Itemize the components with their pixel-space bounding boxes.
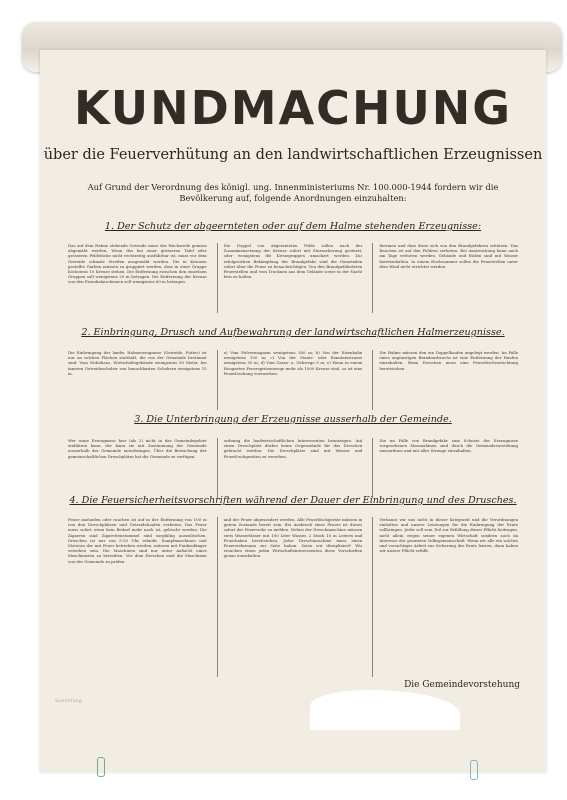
section-4-column: Verbannt wir uns nicht in dieser Kriegszeit und die Verordnungen einhalten und unsere Leistungen für die Einbringung der Ernte vollbringen. Jeder soll sein Teil zur Erfüllung dieser Pflicht beitragen, nicht allein wegen seiner eigenen Wirtschaft sondern auch im Interesse der gesamten Volksgemeinschaft. Wenn wir alle ein solches und vorsichtiges Arbeit zur Sicherung der Ernte leisten, dann haben wir unsere Pflicht erfüllt. xyxy=(372,517,518,677)
section-2-column: Die Einbringung der landw. Halmerzeugnisse (Getreide, Futter) ist nur an solchen Flächen statthaft, die von der Gemeinde bestimmt sind. Vom Wohnhaus, Wirtschaftsgebäude wenigstens 50 Meter, bei inneren Getreideschober von benachbarten Schobern wenigstens 15 m. xyxy=(68,350,207,376)
section-3-heading: 3. Die Unterbringung der Erzeugnisse ausserhalb der Gemeinde. xyxy=(134,414,452,425)
section-4-column: und der Feuer abgesondert werden. Alle Feuerlöschgeräte müssen in gutem Zustande bereit sein. Bei Ausbruch eines Feuers ist dieses sofort der Feuerwehr zu melden. Neben der Dreschmaschine müssen stets Wasserfässer mit 100 Liter Wasser, 2 Stück 10 m Leitern und Feuerhaken bereitstehen. Jeder Dreschmaschine muss einen Feuerwehrmann zur Seite haben. Seien wir diszipliniert! Wir ersuchen einen jeden Wirtschaftsinteressenten diese Vorschriften genau einzuhalten. xyxy=(217,517,363,677)
section-4-column: Feuer anzünden oder rauchen ist auf in der Entfernung von 100 m von den Dreschplätzen und Getreidehaufen verboten. Das Feuer muss sofort wenn kein Bedarf mehr nach ist, gelöscht werden. Die Zigarren sind Zigarettenstummel sind sorgfältig auszulöschen. Dreschen ist nur von 5-20 Uhr erlaubt. Dampfmaschinen und Motoren der mit Feuer betrieben werden, müssen mit Funkenfänger versehen sein. Die Maschinen sind nur unter Aufsicht eines Maschinisten zu betreiben. Vor dem Dreschen sind die Maschinen von der Gemeinde zu prüfen. xyxy=(68,517,207,564)
section-4-heading: 4. Die Feuersicherheitsvorschriften während der Dauer der Einbringung und des Drusches. xyxy=(69,495,517,506)
section-1-column: thermen und dass diese sich von den Brandgefahren schützen. Das Rauchen ist auf den Feldern verboten. Bei Anstreichung kann auch am Tage verboten werden. Gebäude und Böden sind mit Wasser bereitzuhalten. In einem Hochsommer sollen die Feuerstellen unter dem Wind nicht errichtet werden. xyxy=(372,243,518,313)
poster-intro: Auf Grund der Verordnung des königl. ung. Innenministeriums Nr. 100.000-1944 fordern wir die Bevölkerung auf, folgende Anordnungen einzuhalten: xyxy=(87,182,499,203)
section-1-body xyxy=(68,243,518,313)
section-4-body xyxy=(68,517,518,677)
paper-clip-icon xyxy=(97,757,105,777)
section-2-body xyxy=(68,350,518,410)
section-2-column: Die Halme müssen den ein Doppelhaufen angelegt werden. Im Falle eines ungünstigen Brandausbruchs ist eine Entfernung der Haufen einzuhalten. Beim Dreschen muss eine Feuerlöschvorrichtung bereitstehen. xyxy=(372,350,518,410)
section-1-column: Die Doppel von abgeernteten Felde sollen nach der Zusammensetzung der Kreuze sofort mit Sturzackerung gestürzt, oder wenigstens die Kreuzgruppen umackert werden. Zur erfolgreichen Bekämpfung der Brandgefahr sind die Gemeinden sofort über die Feuer zu benachrichtigen. Von den Brandgefährdeten Feuerstellen und vom Trocknen aus dem Gelände sowie in der Nacht fern zu halten. xyxy=(217,243,363,313)
poster-sheet xyxy=(40,50,546,772)
section-3-column: ordnung die landwirtschaftlichen Interessenten beantragen. Auf einen Dreschplatz dürfen keine Gegenstände für das Dreschen gebracht werden. Die Dreschplätze sind mit Wasser und Feuerlöschgeräten zu versehen. xyxy=(217,438,363,498)
signature: Die Gemeindevorstehung xyxy=(404,680,520,690)
section-1-heading: 1. Der Schutz der abgeernteten oder auf dem Halme stehenden Erzeugnisse: xyxy=(104,221,482,232)
section-3-column: Wer seine Erzeugnisse hier (als 2) nicht in das Gemeindegebiet einführen kann, der kann sie mit Zustimmung der Gemeinde ausserhalb der Gemeinde unterbringen. Über die Bewachung der gemeinschaftlichen Dreschplätze hat die Gemeinde zu verfügen. xyxy=(68,438,207,459)
paper-clip-icon xyxy=(470,760,478,780)
poster-title: KUNDMACHUNG xyxy=(73,81,513,135)
section-3-column: Die im Falle von Brandgefahr zum Schutze der Erzeugnisse vorgesehenen Massnahmen sind durch die Gemeindevorstehung anzuordnen und mit aller Strenge einzuhalten. xyxy=(372,438,518,498)
section-2-heading: 2. Einbringung, Drusch und Aufbewahrung der landwirtschaftlichen Halmerzeugnisse. xyxy=(81,327,505,338)
poster-subtitle: über die Feuerverhütung an den landwirtschaftlichen Erzeugnissen xyxy=(43,147,543,163)
section-2-column: a) Vom Pulvermagazin wenigstens 300 m; b) Von der Eisenbahn wenigstens 100 m; c) Von der Staats- oder Komitatsstrasse wenigstens 50 m; d) Vom Gasse- u. Gehwege 5 m; e) Wenn in einem Heugarten Feuerspritzenwege mehr als 1000 Kreuze sind, so ist eine Feuerlöschung vorzusehen. xyxy=(217,350,363,410)
archive-stamp: Sammlung xyxy=(55,698,83,704)
section-3-body xyxy=(68,438,518,498)
section-1-column: Das auf dem Halme stehende Getreide muss der Wachsreife gemäss abgemäht werden. Wenn das bei einer grösseren Tafel oder grösseren Feldstücke nicht rechtzeitig ausführbar ist, muss vor dem Getreide schmale Streifen ausgemäht werden. Die in Kreuzen gestellte Garben müssen zu gruppiert werden, dass in einer Gruppe höchstens 10 Kreuze stehen. Die Entfernung zwischen den einzelnen Gruppen soll wenigstens 20 m betragen. Die Entfernung der Kreuze von den Eisenbahnschienen soll wenigstens 60 m betragen. xyxy=(68,243,207,285)
